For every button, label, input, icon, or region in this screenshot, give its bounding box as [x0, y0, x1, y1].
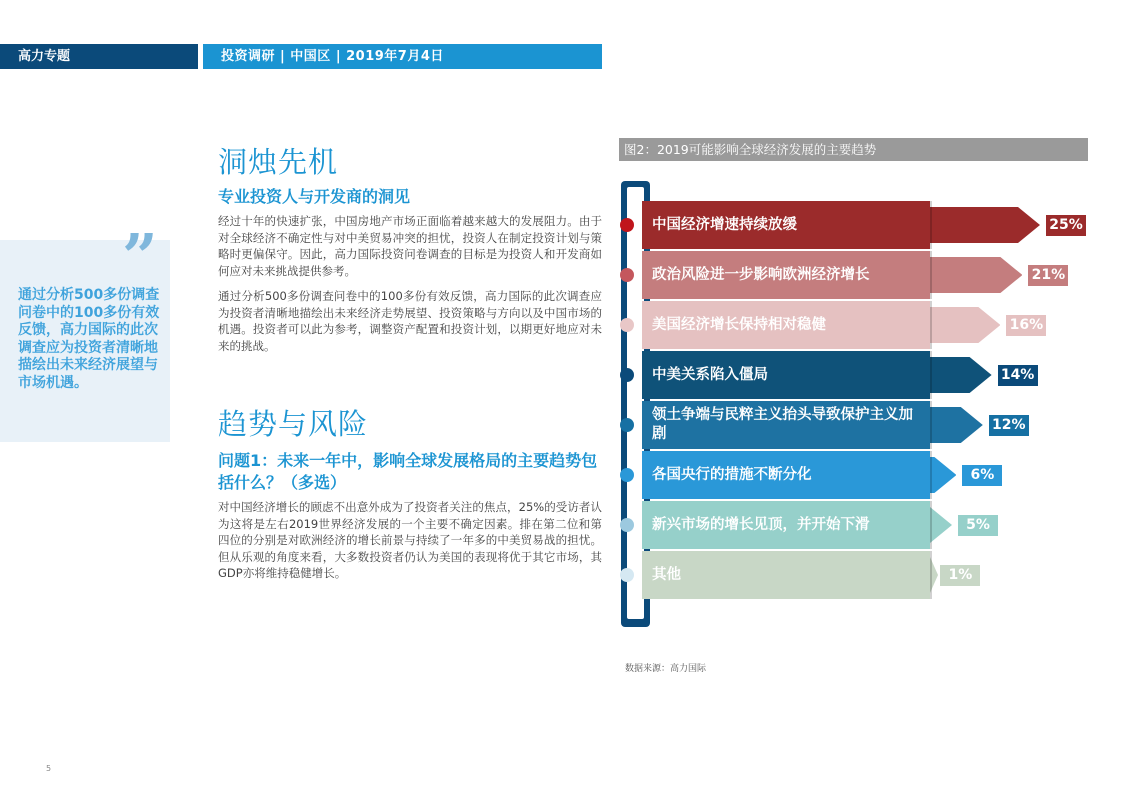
bar-arrow [930, 251, 1022, 299]
section2-subtitle: 问题1：未来一年中，影响全球发展格局的主要趋势包括什么？（多选） [218, 451, 598, 492]
bar-label: 政治风险进一步影响欧洲经济增长 [652, 266, 870, 283]
figure-title: 图2：2019可能影响全球经济发展的主要趋势 [619, 138, 1088, 161]
section1-paragraph-1: 经过十年的快速扩张，中国房地产市场正面临着越来越大的发展阻力。由于对全球经济不确定性与对中美贸易冲突的担忧，投资人在制定投资计划与策略时更偏保守。因此，高力国际投资问卷调查的目标是为投资人和开发商如何应对未来挑战提供参考。 [218, 214, 602, 278]
bar-marker-dot [620, 318, 634, 332]
figure-source: 数据来源：高力国际 [625, 664, 707, 674]
quote-mark-icon: ” [122, 220, 158, 293]
section1-subtitle: 专业投资人与开发商的洞见 [218, 187, 411, 206]
pull-quote-text: 通过分析500多份调查问卷中的100多份有效反馈，高力国际的此次调查应为投资者清晰地描绘出未来经济展望与市场机遇。 [18, 287, 160, 391]
bar-value-label: 12% [989, 415, 1029, 436]
bar-marker-dot [620, 468, 634, 482]
bar-value-label: 25% [1046, 215, 1086, 236]
bar-marker-dot [620, 268, 634, 282]
bar-value-label: 16% [1006, 315, 1046, 336]
bar-marker-dot [620, 518, 634, 532]
bar-marker-dot [620, 368, 634, 382]
bar-label: 美国经济增长保持相对稳健 [652, 316, 826, 333]
bar-value-label: 1% [940, 565, 980, 586]
bar-arrow [930, 501, 952, 549]
bar-arrow [930, 551, 938, 599]
bar-label: 中国经济增速持续放缓 [652, 216, 797, 233]
bar-value-label: 14% [998, 365, 1038, 386]
section-header: 高力专题 [0, 44, 198, 69]
section2-title: 趋势与风险 [218, 407, 369, 441]
bar-value-label: 6% [962, 465, 1002, 486]
bar-value-label: 5% [958, 515, 998, 536]
bar-arrow [930, 351, 992, 399]
bar-arrow [930, 451, 956, 499]
section1-paragraph-2: 通过分析500多份调查问卷中的100多份有效反馈，高力国际的此次调查应为投资者清晰地描绘出未来经济走势展望、投资策略与方向以及中国市场的机遇。投资者可以此为参考，调整资产配置和投资计划，以期更好地应对未来的挑战。 [218, 289, 602, 353]
bar-label: 新兴市场的增长见顶，并开始下滑 [652, 516, 870, 533]
bar-arrow [930, 401, 983, 449]
bar-marker-dot [620, 418, 634, 432]
bar-arrow [930, 301, 1000, 349]
bar-label: 领土争端与民粹主义抬头导致保护主义加剧 [652, 407, 913, 442]
bar-marker-dot [620, 218, 634, 232]
section1-title: 洞烛先机 [218, 145, 339, 179]
bar-value-label: 21% [1028, 265, 1068, 286]
report-meta-header: 投资调研 | 中国区 | 2019年7月4日 [203, 44, 602, 69]
bar-arrow [930, 201, 1040, 249]
page-number: 5 [46, 764, 52, 773]
bar-label: 其他 [652, 566, 681, 583]
bar-label: 各国央行的措施不断分化 [652, 466, 812, 483]
bar-label: 中美关系陷入僵局 [652, 366, 768, 383]
bar-marker-dot [620, 568, 634, 582]
section2-paragraph: 对中国经济增长的顾虑不出意外成为了投资者关注的焦点，25%的受访者认为这将是左右2019世界经济发展的一个主要不确定因素。排在第二位和第四位的分别是对欧洲经济的增长前景与持续了一年多的中美贸易战的担忧。但从乐观的角度来看，大多数投资者仍认为美国的表现将优于其它市场，其GDP亦将维持稳健增长。 [218, 500, 602, 581]
